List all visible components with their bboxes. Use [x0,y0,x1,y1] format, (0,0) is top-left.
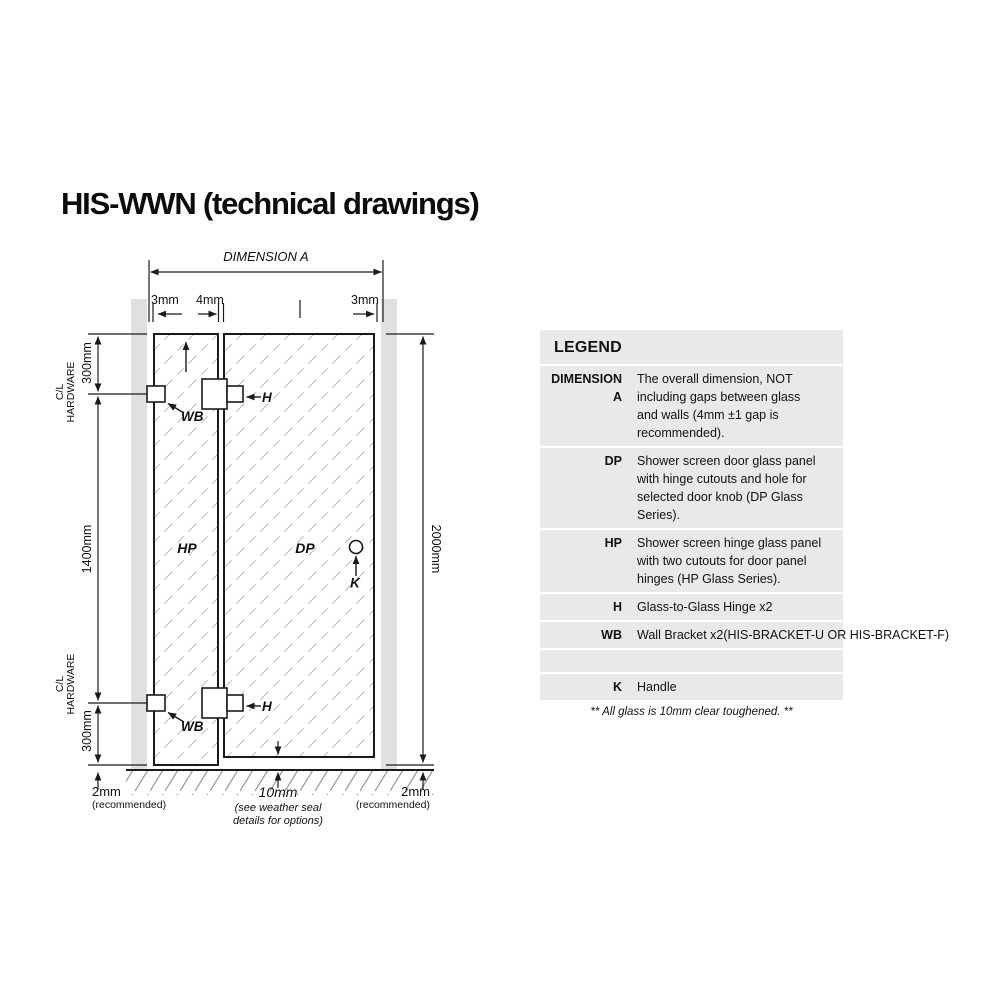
bottom-center-note-line2: details for options) [233,815,323,827]
cl-hardware-top-label: C/L HARDWARE [54,361,77,423]
legend-row-h [540,592,843,620]
dimension-a [149,260,383,322]
wall-bracket-top-label: WB [181,409,204,424]
legend-term: DP [604,454,622,468]
legend-row-hp [540,528,843,592]
hinge-bottom-shape [202,688,227,718]
hinge-top-label: H [262,390,272,405]
legend-row-dimension-a [540,364,843,446]
hinge-top-plate [227,386,243,402]
hinge-bottom-plate [227,695,243,711]
gap-left-label: 3mm [151,293,179,307]
handle-knob-icon [350,541,363,554]
left-wall [131,299,147,770]
legend-term: H [612,600,622,614]
gap-middle-label: 4mm [196,293,224,307]
bottom-center-dim-label: 10mm [258,784,298,800]
gap-right-label: 3mm [351,293,379,307]
bottom-left-note: (recommended) [92,799,167,811]
dim-300-top-label: 300mm [80,342,94,384]
cl-hardware-bottom-label: C/L HARDWARE [54,653,77,715]
legend-row-k [540,672,843,700]
bottom-right-dim-label: 2mm [401,784,430,799]
wall-bracket-bottom-label: WB [181,719,204,734]
dim-2000-label: 2000mm [429,524,443,574]
legend-desc: Shower screen hinge glass panel with two cutouts for door panel hinges (HP Glass Series). [637,536,822,586]
legend-header: LEGEND [554,339,622,356]
legend-term: K [612,680,622,694]
legend-footnote: ** All glass is 10mm clear toughened. ** [590,706,793,718]
dimension-a-label: DIMENSION A [223,249,309,264]
legend-table [540,330,950,700]
dim-300-bottom-label: 300mm [80,710,94,752]
legend-term: HP [604,536,622,550]
legend-term: WB [601,628,622,642]
page-title: HIS-WWN (technical drawings) [61,186,479,221]
hinge-panel-label: HP [177,540,197,556]
legend-desc [637,654,823,668]
dim-1400-label: 1400mm [80,524,94,574]
legend-desc: Wall Bracket x2(HIS-BRACKET-U OR HIS-BRACKET-F) [637,628,950,642]
legend-desc: The overall dimension, NOT including gaps between glass and walls (4mm ±1 gap is recommended). [637,372,801,440]
wall-bracket-top-shape [147,386,165,402]
legend-desc: Glass-to-Glass Hinge x2 [637,600,773,614]
wall-bracket-bottom-shape [147,695,165,711]
bottom-right-note: (recommended) [355,799,430,811]
legend-term: DIMENSION A [551,372,622,404]
gap-dimensions [153,300,377,322]
legend-row-dp [540,446,843,528]
legend-row-empty [540,648,843,672]
legend-desc: Handle [637,680,677,694]
right-wall [381,299,397,770]
legend-desc: Shower screen door glass panel with hinge cutouts and hole for selected door knob (DP Glass Series). [637,454,816,522]
door-panel-label: DP [295,540,315,556]
bottom-center-note-line1: (see weather seal [234,802,322,814]
legend-term [540,654,637,668]
bottom-left-dim-label: 2mm [92,784,121,799]
hinge-top-shape [202,379,227,409]
handle-label: K [350,575,360,591]
legend-row-wb [540,620,950,648]
hinge-bottom-label: H [262,699,272,714]
